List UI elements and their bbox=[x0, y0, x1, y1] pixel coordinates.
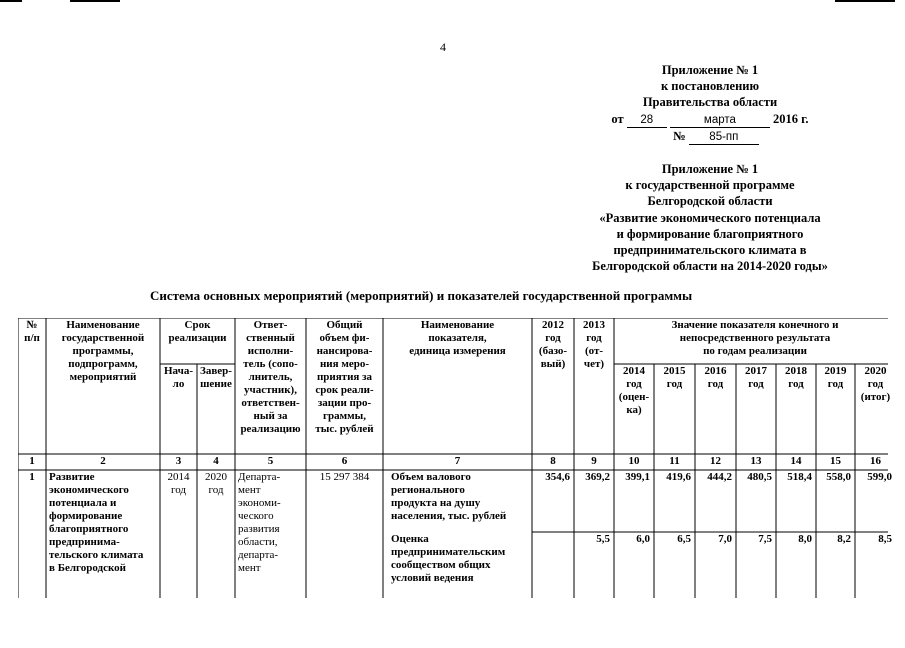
column-number: 9 bbox=[591, 455, 597, 467]
header-2015: 2015 год bbox=[663, 365, 686, 390]
indicator-value: 399,1 bbox=[625, 471, 650, 483]
header-2016: 2016 год bbox=[704, 365, 727, 390]
header-start: Нача- ло bbox=[164, 365, 193, 390]
column-number: 14 bbox=[790, 455, 802, 467]
row-end: 2020 год bbox=[205, 471, 227, 496]
row-number: 1 bbox=[29, 471, 35, 483]
scan-edge-line bbox=[70, 0, 120, 2]
column-number: 1 bbox=[29, 455, 35, 467]
header-end: Завер- шение bbox=[200, 365, 232, 390]
column-number: 13 bbox=[750, 455, 762, 467]
annex-line-2: к постановлению bbox=[660, 79, 760, 93]
number-value: 85-пп bbox=[689, 131, 759, 145]
column-number: 7 bbox=[454, 455, 461, 467]
column-number: 10 bbox=[628, 455, 640, 467]
header-indicator: Наименование показателя, единица измерения bbox=[409, 319, 506, 357]
header-num: № п/п bbox=[24, 319, 40, 344]
header-2020: 2020 год (итог) bbox=[860, 365, 891, 403]
header-volume: Общий объем фи- нансирова- ния меро- приятия за срок реали- зации про- граммы, тыс. рублей bbox=[315, 319, 374, 435]
indicator-value: 558,0 bbox=[826, 471, 851, 483]
indicator-value: 5,5 bbox=[596, 533, 610, 545]
indicator-value: 419,6 bbox=[666, 471, 691, 483]
header-name: Наименование государственной программы, подпрограмм, мероприятий bbox=[61, 319, 145, 383]
program-annex-line: Приложение № 1 bbox=[661, 162, 759, 176]
column-number: 6 bbox=[341, 455, 348, 467]
header-values-group: Значение показателя конечного и непосредственного результата по годам реализации bbox=[671, 319, 839, 357]
number-label: № bbox=[673, 129, 686, 143]
row-start: 2014 год bbox=[167, 471, 190, 496]
date-month: марта bbox=[670, 114, 770, 128]
scan-edge-line bbox=[0, 0, 22, 2]
annex-date-line bbox=[560, 111, 860, 128]
column-number: 3 bbox=[175, 455, 182, 467]
program-annex-line: Белгородской области bbox=[647, 194, 773, 209]
column-number: 15 bbox=[830, 455, 841, 467]
indicator-value: 518,4 bbox=[787, 471, 812, 483]
indicator-value: 7,0 bbox=[718, 533, 732, 545]
column-number: 12 bbox=[710, 455, 721, 467]
indicator-name: Объем валового регионального продукта на душу населения, тыс. рублей bbox=[391, 471, 507, 522]
program-annex-line: Белгородской области на 2014-2020 годы» bbox=[592, 259, 828, 274]
row-responsible: Департа- мент экономи- ческого развития области, департа- мент bbox=[238, 471, 281, 574]
header-2019: 2019 год bbox=[824, 365, 847, 390]
annex-line-1: Приложение № 1 bbox=[661, 63, 759, 77]
header-2012: 2012 год (базо- вый) bbox=[538, 319, 568, 370]
header-term: Срок реализации bbox=[168, 319, 227, 344]
header-2014: 2014 год (оцен- ка) bbox=[618, 365, 650, 416]
date-year: 2016 г. bbox=[773, 112, 809, 126]
indicator-value: 6,5 bbox=[677, 533, 691, 545]
annex-number-line bbox=[566, 128, 866, 145]
header-2017: 2017 год bbox=[745, 365, 767, 390]
date-day: 28 bbox=[627, 114, 667, 128]
column-number: 8 bbox=[550, 455, 556, 467]
program-annex-line: «Развитие экономического потенциала bbox=[599, 210, 821, 225]
header-2018: 2018 год bbox=[785, 365, 807, 390]
program-annex-line: предпринимательского климата в bbox=[613, 243, 807, 257]
indicator-name: Оценка предпринимательским сообществом общих условий ведения bbox=[391, 533, 506, 584]
indicator-value: 354,6 bbox=[545, 471, 570, 483]
indicator-value: 369,2 bbox=[585, 471, 610, 483]
indicator-value: 6,0 bbox=[636, 533, 650, 545]
column-number: 11 bbox=[669, 455, 680, 467]
indicator-value: 480,5 bbox=[747, 471, 772, 483]
column-number: 5 bbox=[267, 455, 274, 467]
column-number: 16 bbox=[870, 455, 881, 467]
indicator-value: 599,0 bbox=[867, 471, 892, 483]
program-name: Развитие экономического потенциала и формирование благоприятного предпринима- тельского климата в Белгородской bbox=[49, 471, 144, 574]
annex-line-3: Правительства области bbox=[642, 95, 778, 109]
column-number: 2 bbox=[100, 455, 106, 467]
page-number: 4 bbox=[440, 40, 446, 54]
table-title: Система основных мероприятий (мероприятий) и показателей государственной программы bbox=[150, 288, 693, 303]
indicator-value: 7,5 bbox=[758, 533, 772, 545]
row-volume: 15 297 384 bbox=[319, 471, 370, 483]
indicator-value: 8,2 bbox=[837, 533, 851, 545]
scan-edge-line bbox=[835, 0, 895, 2]
date-prefix: от bbox=[611, 112, 624, 126]
indicator-value: 8,5 bbox=[878, 533, 892, 545]
header-responsible: Ответ- ственный исполни- тель (сопо- лнитель, участник), ответствен- ный за реализацию bbox=[240, 319, 301, 435]
program-annex-line: к государственной программе bbox=[625, 178, 795, 193]
indicator-value: 8,0 bbox=[798, 533, 812, 545]
header-2013: 2013 год (от- чет) bbox=[583, 319, 605, 370]
program-annex-line: и формирование благоприятного bbox=[616, 226, 804, 241]
column-number: 4 bbox=[213, 455, 219, 467]
indicator-value: 444,2 bbox=[707, 471, 732, 483]
